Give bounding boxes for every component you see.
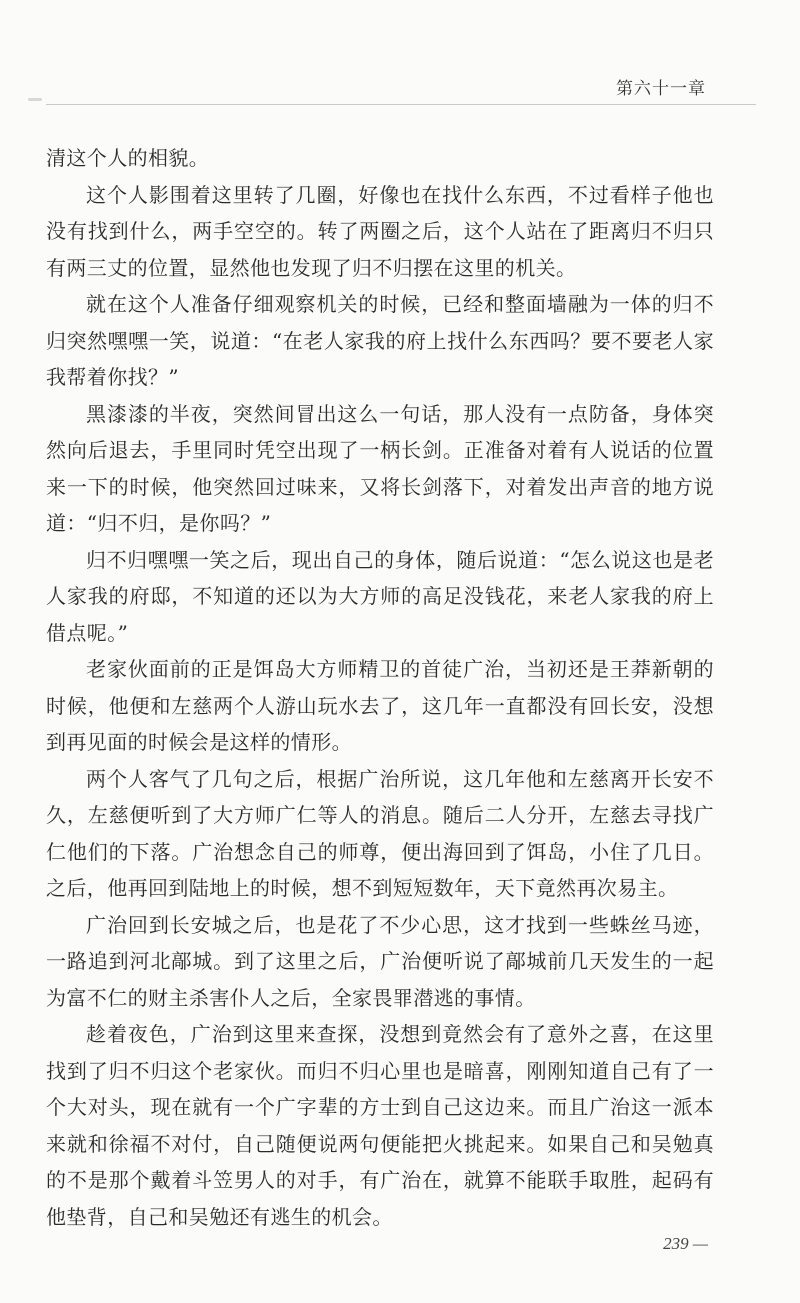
paragraph: 趁着夜色，广治到这里来查探，没想到竟然会有了意外之喜，在这里找到了归不归这个老家伙。而归不归心里也是暗喜，刚刚知道自己有了一个大对头，现在就有一个广字辈的方士到自己这边来。而且广治这一派本来就和徐福不对付，自己随便说两句便能把火挑起来。如果自己和吴勉真的不是那个戴着斗笠男人的对手，有广治在，就算不能联手取胜，起码有他垫背，自己和吴勉还有逃生的机会。 (46, 1022, 714, 1229)
running-header: 第六十一章 (616, 79, 706, 99)
paragraph: 这个人影围着这里转了几圈，好像也在找什么东西，不过看样子他也没有找到什么，两手空空的。转了两圈之后，这个人站在了距离归不归只有两三丈的位置，显然他也发现了归不归摆在这里的机关。 (46, 182, 714, 280)
paragraph: 清这个人的相貌。 (46, 146, 210, 170)
body-text (46, 140, 714, 1235)
paragraph: 老家伙面前的正是饵岛大方师精卫的首徒广治，当初还是王莽新朝的时候，他便和左慈两个人游山玩水去了，这几年一直都没有回长安，没想到再见面的时候会是这样的情形。 (46, 657, 714, 754)
page-number: 239 — (663, 1234, 708, 1253)
paragraph: 两个人客气了几句之后，根据广治所说，这几年他和左慈离开长安不久，左慈便听到了大方师广仁等人的消息。随后二人分开，左慈去寻找广仁他们的下落。广治想念自己的师尊，便出海回到了饵岛，小住了几日。之后，他再回到陆地上的时候，想不到短短数年，天下竟然再次易主。 (46, 766, 714, 900)
paragraph: 广治回到长安城之后，也是花了不少心思，这才找到一些蛛丝马迹，一路追到河北鄗城。到了这里之后，广治便听说了鄗城前几天发生的一起为富不仁的财主杀害仆人之后，全家畏罪潜逃的事情。 (46, 912, 714, 1010)
scan-speck (28, 98, 42, 101)
paragraph: 黑漆漆的半夜，突然间冒出这么一句话，那人没有一点防备，身体突然向后退去，手里同时凭空出现了一柄长剑。正准备对着有人说话的位置来一下的时候，他突然回过味来，又将长剑落下，对着发出声音的地方说道：“归不归，是你吗？” (46, 401, 714, 535)
paragraph: 归不归嘿嘿一笑之后，现出自己的身体，随后说道：“怎么说这也是老人家我的府邸，不知道的还以为大方师的高足没钱花，来老人家我的府上借点呢。” (46, 547, 714, 645)
header-divider (46, 104, 756, 105)
paragraph: 就在这个人准备仔细观察机关的时候，已经和整面墙融为一体的归不归突然嘿嘿一笑，说道：“在老人家我的府上找什么东西吗？要不要老人家我帮着你找？” (46, 292, 714, 389)
